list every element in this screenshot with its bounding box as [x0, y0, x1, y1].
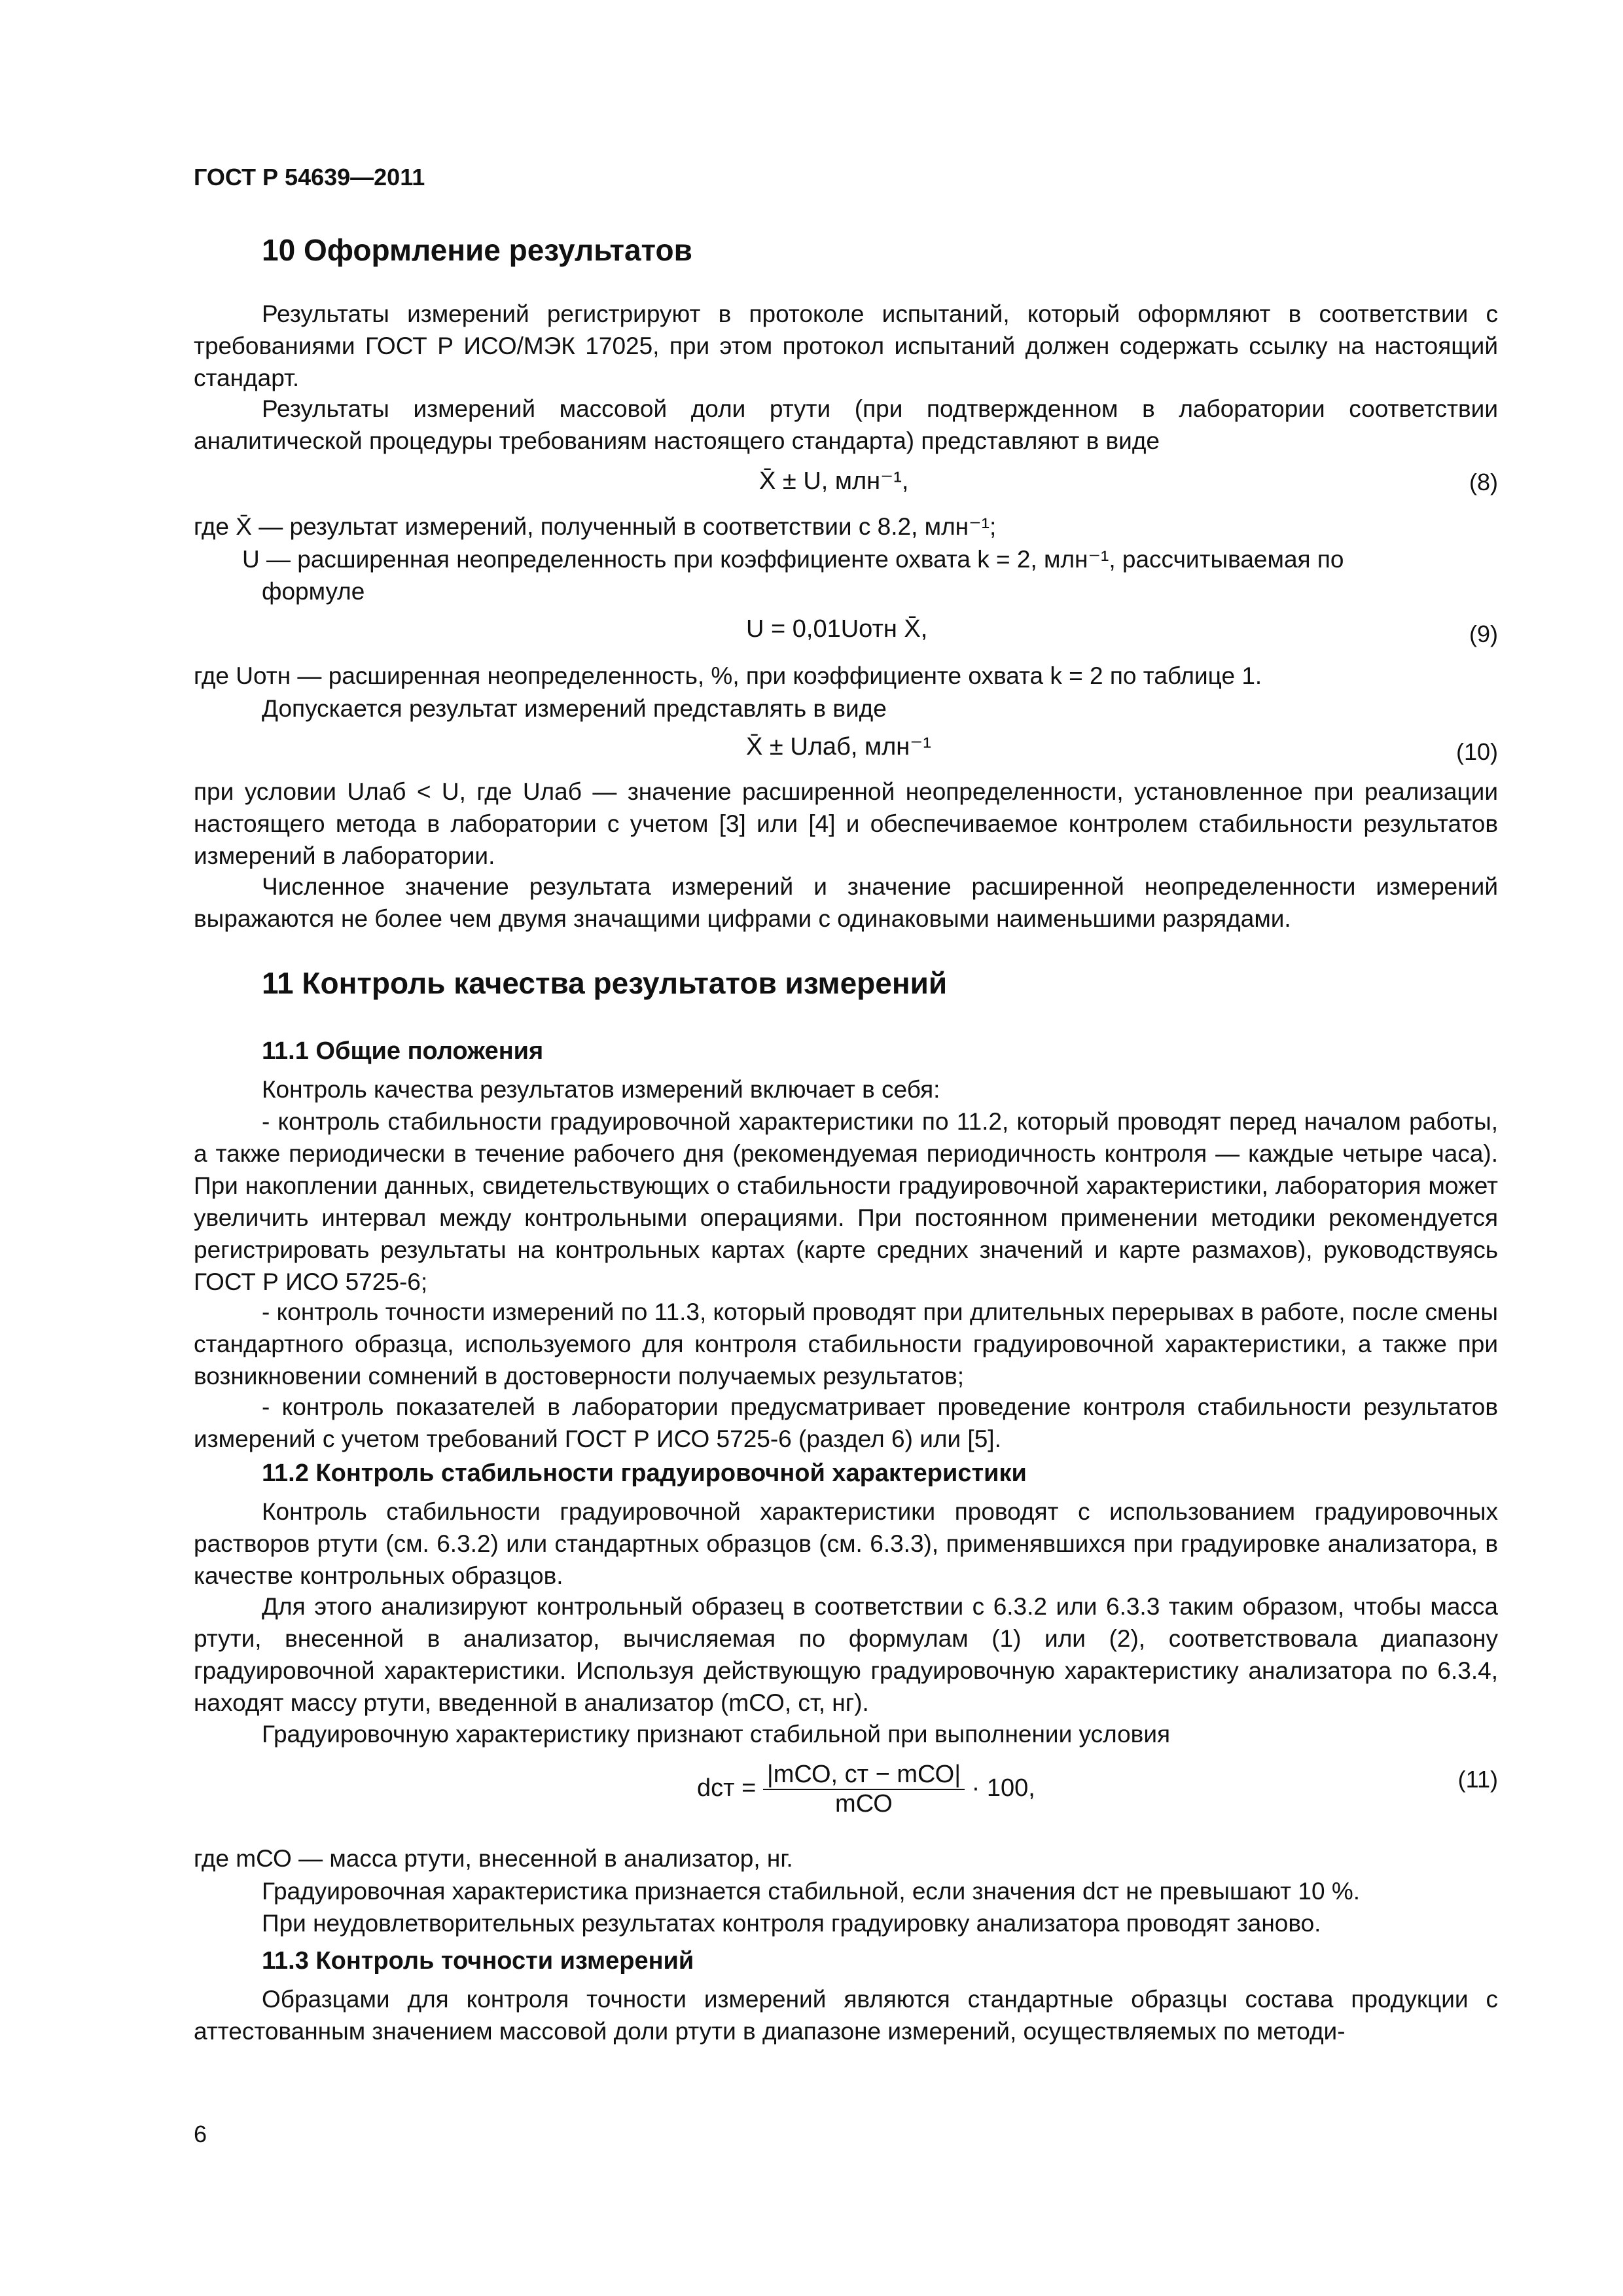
s11-2-paragraph-3: Градуировочную характеристику признают стабильной при выполнении условия — [262, 1721, 1171, 1748]
s11-2-paragraph-5: При неудовлетворительных результатах контроля градуировку анализатора проводят заново. — [262, 1910, 1321, 1937]
s11-1-paragraph-4: - контроль показателей в лаборатории предусматривает проведение контроля стабильности результатов измерений с учетом требований ГОСТ Р ИСО 5725-6 (раздел 6) или [5]. — [194, 1393, 1498, 1452]
formula-11 — [697, 1761, 1035, 1818]
formula-11-lhs: dст = — [697, 1774, 757, 1803]
s10-where-u-cont: формуле — [262, 578, 365, 605]
formula-11-denominator: mСО — [835, 1790, 893, 1818]
formula-11-rhs: · 100, — [971, 1774, 1035, 1803]
subsection-11-1-title: 11.1 Общие положения — [262, 1037, 544, 1065]
s10-paragraph-4: при условии Uлаб < U, где Uлаб — значение расширенной неопределенности, установленное при реализации настоящего метода в лаборатории с учетом [3] или [4] и обеспечиваемое контролем стабильности результатов измерений в лаборатории. — [194, 778, 1498, 869]
formula-11-fraction — [763, 1761, 965, 1818]
formula-8-number: (8) — [1469, 469, 1498, 495]
s11-2-paragraph-2: Для этого анализируют контрольный образец в соответствии с 6.3.2 или 6.3.3 таким образом, чтобы масса ртути, внесенной в анализатор, вычисляемая по формулам (1) или (2), соответствовала диапазону градуировочной характеристики. Используя действующую градуировочную характеристику анализатора по 6.3.4, находят массу ртути, введенной в анализатор (mСО, ст, нг). — [194, 1593, 1498, 1716]
s10-paragraph-1: Результаты измерений регистрируют в протоколе испытаний, который оформляют в соответствии с требованиями ГОСТ Р ИСО/МЭК 17025, при этом протокол испытаний должен содержать ссылку на настоящий стандарт. — [194, 300, 1498, 391]
s10-where-u: U — расширенная неопределенность при коэффициенте охвата k = 2, млн⁻¹, рассчитываемая по — [242, 546, 1344, 573]
s11-1-paragraph-2: - контроль стабильности градуировочной характеристики по 11.2, который проводят перед началом работы, а также периодически в течение рабочего дня (рекомендуемая периодичность контроля — каждые четыре часа). При накоплении данных, свидетельствующих о стабильности градуировочной характеристики, лаборатория может увеличить интервал между контрольными операциями. При постоянном применении методики рекомендуется регистрировать результаты на контрольных картах (карте средних значений и карте размахов), руководствуясь ГОСТ Р ИСО 5725-6; — [194, 1108, 1498, 1295]
s11-1-paragraph-1: Контроль качества результатов измерений включает в себя: — [262, 1076, 940, 1103]
s10-paragraph-2: Результаты измерений массовой доли ртути (при подтвержденном в лаборатории соответствии аналитической процедуры требованиям настоящего стандарта) представляют в виде — [194, 395, 1498, 454]
formula-9-number: (9) — [1469, 620, 1498, 647]
s11-3-paragraph-1: Образцами для контроля точности измерений являются стандартные образцы состава продукции с аттестованным значением массовой доли ртути в диапазоне измерений, осуществляемых по методи- — [194, 1986, 1498, 2045]
s10-paragraph-3: Допускается результат измерений представлять в виде — [262, 695, 887, 722]
section-10-title: 10 Оформление результатов — [262, 233, 692, 267]
formula-10-number: (10) — [1455, 738, 1498, 765]
formula-10: X̄ ± Uлаб, млн⁻¹ — [746, 733, 931, 761]
subsection-11-2-title: 11.2 Контроль стабильности градуировочной характеристики — [262, 1460, 1027, 1487]
s10-paragraph-5: Численное значение результата измерений и значение расширенной неопределенности измерений выражаются не более чем двумя значащими цифрами с одинаковыми наименьшими разрядами. — [194, 873, 1498, 932]
section-11-title: 11 Контроль качества результатов измерений — [262, 966, 948, 1000]
formula-11-numerator: |mСО, ст − mСО| — [763, 1761, 965, 1790]
formula-11-number: (11) — [1457, 1766, 1498, 1793]
s11-2-paragraph-4: Градуировочная характеристика признается стабильной, если значения dст не превышают 10 %. — [262, 1878, 1361, 1905]
subsection-11-3-title: 11.3 Контроль точности измерений — [262, 1947, 694, 1975]
formula-8: X̄ ± U, млн⁻¹, — [759, 467, 909, 495]
s10-where-x: где X̄ — результат измерений, полученный в соответствии с 8.2, млн⁻¹; — [194, 513, 997, 540]
s10-where-uotn: где Uотн — расширенная неопределенность, %, при коэффициенте охвата k = 2 по таблице 1. — [194, 662, 1262, 689]
page-number: 6 — [194, 2121, 207, 2147]
formula-9: U = 0,01Uотн X̄, — [746, 615, 928, 643]
s11-2-where-mco: где mСО — масса ртути, внесенной в анализатор, нг. — [194, 1845, 793, 1872]
s11-2-paragraph-1: Контроль стабильности градуировочной характеристики проводят с использованием градуировочных растворов ртути (см. 6.3.2) или стандартных образцов (см. 6.3.3), применявшихся при градуировке анализатора, в качестве контрольных образцов. — [194, 1498, 1498, 1589]
document-header: ГОСТ Р 54639—2011 — [194, 164, 425, 190]
s11-1-paragraph-3: - контроль точности измерений по 11.3, который проводят при длительных перерывах в работе, после смены стандартного образца, используемого для контроля стабильности градуировочной характеристики, а также при возникновении сомнений в достоверности получаемых результатов; — [194, 1299, 1498, 1390]
